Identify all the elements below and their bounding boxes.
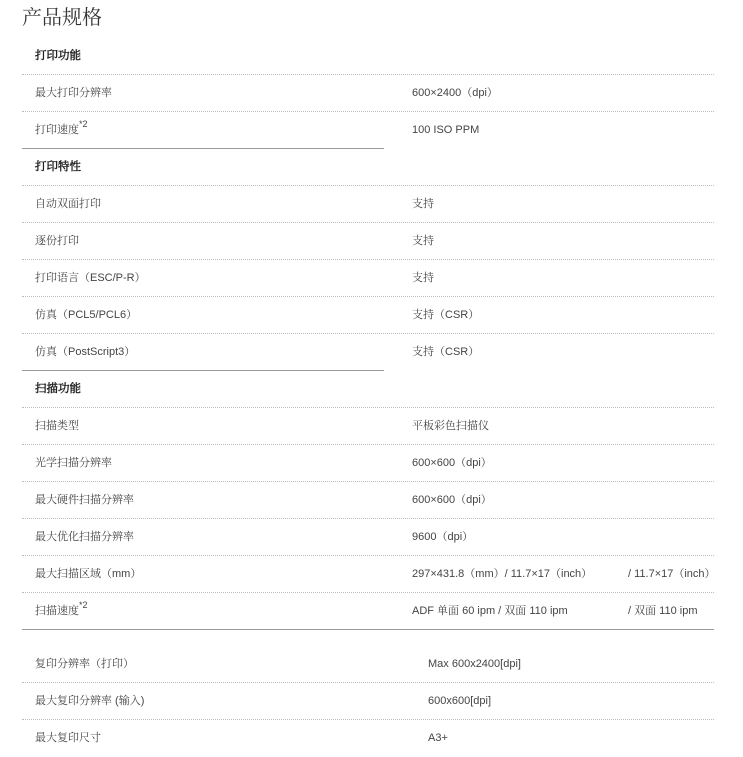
spec-value: 平板彩色扫描仪 — [412, 420, 489, 432]
section-label: 打印功能 — [35, 50, 81, 62]
section-print-function — [22, 38, 714, 75]
spec-value: 100 ISO PPM — [412, 124, 480, 136]
spec-row-print-speed — [22, 112, 714, 149]
spec-row-scan-speed — [22, 593, 714, 630]
spec-label: 最大硬件扫描分辨率 — [35, 494, 134, 506]
page-title: 产品规格 — [22, 7, 102, 29]
spec-row-max-hardware-scan-resolution — [22, 482, 714, 519]
section-label: 打印特性 — [35, 161, 81, 173]
spec-label: 光学扫描分辨率 — [35, 457, 112, 469]
spec-row-emulation-postscript — [22, 334, 714, 371]
spec-label: 最大扫描区域（mm） — [35, 568, 142, 580]
spec-label: 仿真（PostScript3） — [35, 346, 136, 358]
spec-label: 最大打印分辨率 — [35, 87, 112, 99]
spec-label: 最大优化扫描分辨率 — [35, 531, 134, 543]
spec-label: 复印分辨率（打印） — [35, 658, 134, 670]
spec-row-max-enhanced-scan-resolution — [22, 519, 714, 556]
spec-row-max-copy-resolution — [22, 683, 714, 720]
spec-value-duplicate: / 11.7×17（inch） — [628, 568, 716, 580]
spec-row-max-print-resolution — [22, 75, 714, 112]
spec-value: 297×431.8（mm）/ 11.7×17（inch） — [412, 568, 593, 580]
footnote-marker: *2 — [79, 119, 88, 129]
spec-value: 支持 — [412, 235, 434, 247]
spec-label: 打印语言（ESC/P-R） — [35, 272, 146, 284]
spec-row-copy-resolution — [22, 646, 714, 683]
spec-value: 600×600（dpi） — [412, 494, 492, 506]
spec-row-max-scan-area — [22, 556, 714, 593]
section-scan-function — [22, 371, 714, 408]
spec-label: 自动双面打印 — [35, 198, 101, 210]
spec-row-optical-scan-resolution — [22, 445, 714, 482]
spec-value: 600×600（dpi） — [412, 457, 492, 469]
spec-value: Max 600x2400[dpi] — [428, 658, 521, 670]
footnote-marker: *2 — [79, 600, 88, 610]
spec-value-duplicate: / 双面 110 ipm — [628, 605, 698, 617]
spec-value: A3+ — [428, 732, 448, 744]
spec-value: 600×2400（dpi） — [412, 87, 498, 99]
spec-label: 扫描类型 — [35, 420, 79, 432]
spec-label: 最大复印尺寸 — [35, 732, 101, 744]
section-print-features — [22, 149, 714, 186]
spec-value: 9600（dpi） — [412, 531, 474, 543]
spec-value: 支持（CSR） — [412, 346, 480, 358]
spec-value: 支持 — [412, 198, 434, 210]
spec-row-max-copy-size — [22, 720, 714, 757]
spec-label: 最大复印分辨率 (输入) — [35, 695, 145, 707]
spec-label: 仿真（PCL5/PCL6） — [35, 309, 138, 321]
spec-row-emulation-pcl — [22, 297, 714, 334]
spec-row-collate — [22, 223, 714, 260]
spec-label: 打印速度$^{*2}$ — [35, 119, 88, 136]
spec-row-print-language — [22, 260, 714, 297]
spec-row-auto-duplex — [22, 186, 714, 223]
spec-label: 逐份打印 — [35, 235, 79, 247]
spec-value: 支持 — [412, 272, 434, 284]
spec-row-scan-type — [22, 408, 714, 445]
spec-value: ADF 单面 60 ipm / 双面 110 ipm — [412, 605, 568, 617]
spec-value: 600x600[dpi] — [428, 695, 491, 707]
spec-label: 扫描速度$^{*2}$ — [35, 600, 88, 617]
section-label: 扫描功能 — [35, 383, 81, 395]
spec-value: 支持（CSR） — [412, 309, 480, 321]
